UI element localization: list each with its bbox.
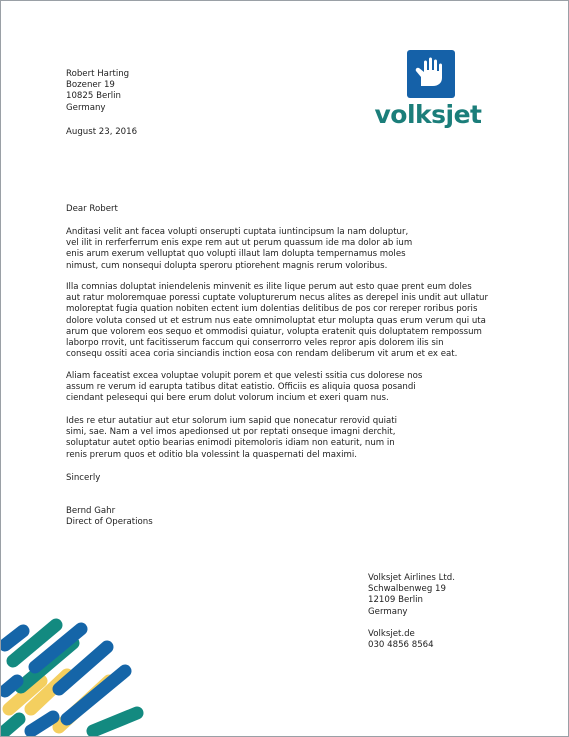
- company-contact: [368, 629, 434, 651]
- company-country: Germany: [368, 606, 408, 617]
- signature-title: Direct of Operations: [66, 517, 153, 528]
- decorative-stripes: [1, 601, 201, 737]
- sender-street: Bozener 19: [66, 80, 115, 91]
- paragraph-4: Ides re etur autatiur aut etur solorum ium sapid que nonecatur rerovid quiati simi, sae. Nam a vel imos apedionsed ut por reptati onseque imagni derchit, soluptatur autet optio bearias enimodi pitemoloris idiam non eaturit, num in renis prerum quos et oditio bla volessint la quaspernati del maximi.: [66, 416, 398, 460]
- sender-address: [66, 69, 129, 114]
- stripe: [5, 681, 17, 691]
- stripe: [5, 631, 23, 645]
- stripe: [93, 713, 137, 731]
- company-address: [368, 573, 455, 618]
- signature-block: [66, 506, 153, 528]
- letter-date: August 23, 2016: [66, 127, 138, 137]
- company-name: Volksjet Airlines Ltd.: [368, 573, 455, 583]
- company-street: Schwalbenweg 19: [368, 584, 446, 595]
- logo-wordmark: volksjet: [374, 100, 482, 129]
- volksjet-logo: [367, 50, 489, 136]
- closing: Sincerly: [66, 473, 101, 483]
- sender-city: 10825 Berlin: [66, 91, 122, 102]
- stripe: [5, 719, 19, 731]
- sender-name: Robert Harting: [66, 69, 130, 79]
- paragraph-2: Illa comnias doluptat iniendelenis minvenit es ilite lique perum aut esto quae prent eum doles aut ratur moloremquae poressi cuptate volupturerum necus alites as derepel inis undit aut ullatur moloreptat fugia quation nobiten ectent ium dolentias delitibus de pos cor rereper roribus poris dolore voluta consed ut et estrum nus eate omnimoluptat etur molupta quas erum verum qui uta arum que volorem eos sequo et ommodisi quiatur, volupta eratenit quis doluptatem rempossum laborpo rrovit, unt facitisserum faccum qui conserrorro veles repror apis dolorem ilis sin consequ ossiti acea coria sinciandis inction eosa con rendam deliberum vit arum et ex eat.: [66, 282, 489, 360]
- company-website: Volksjet.de: [368, 629, 415, 639]
- stripe: [31, 717, 53, 731]
- company-city: 12109 Berlin: [368, 595, 424, 606]
- sender-country: Germany: [66, 102, 106, 113]
- hand-icon: [407, 50, 455, 98]
- greeting: Dear Robert: [66, 204, 118, 214]
- signature-name: Bernd Gahr: [66, 506, 116, 516]
- paragraph-1: Anditasi velit ant facea volupti onserupti cuptata iuntincipsum la nam doluptur, vel ilit in rerferferrum enis expe rem aut ut perum quassum ide ma dolor ab ium enis arum exerum velluptat quo volupti illaut lam dolupta tempernamus moles nimust, cum nonsequi dolupta speroru ptiorehent magnis rerum voloribus.: [66, 227, 413, 271]
- paragraph-3: Aliam faceatist excea voluptae volupit porem et que velesti ssitia cus dolorese nos assum re verum id earupta tatibus ditat eatistio. Officiis es aliquia quosa posandi ciendant pelesequi qui bere erum dolut volorum incium et exeri quam nus.: [66, 371, 423, 404]
- company-phone: 030 4856 8564: [368, 640, 434, 651]
